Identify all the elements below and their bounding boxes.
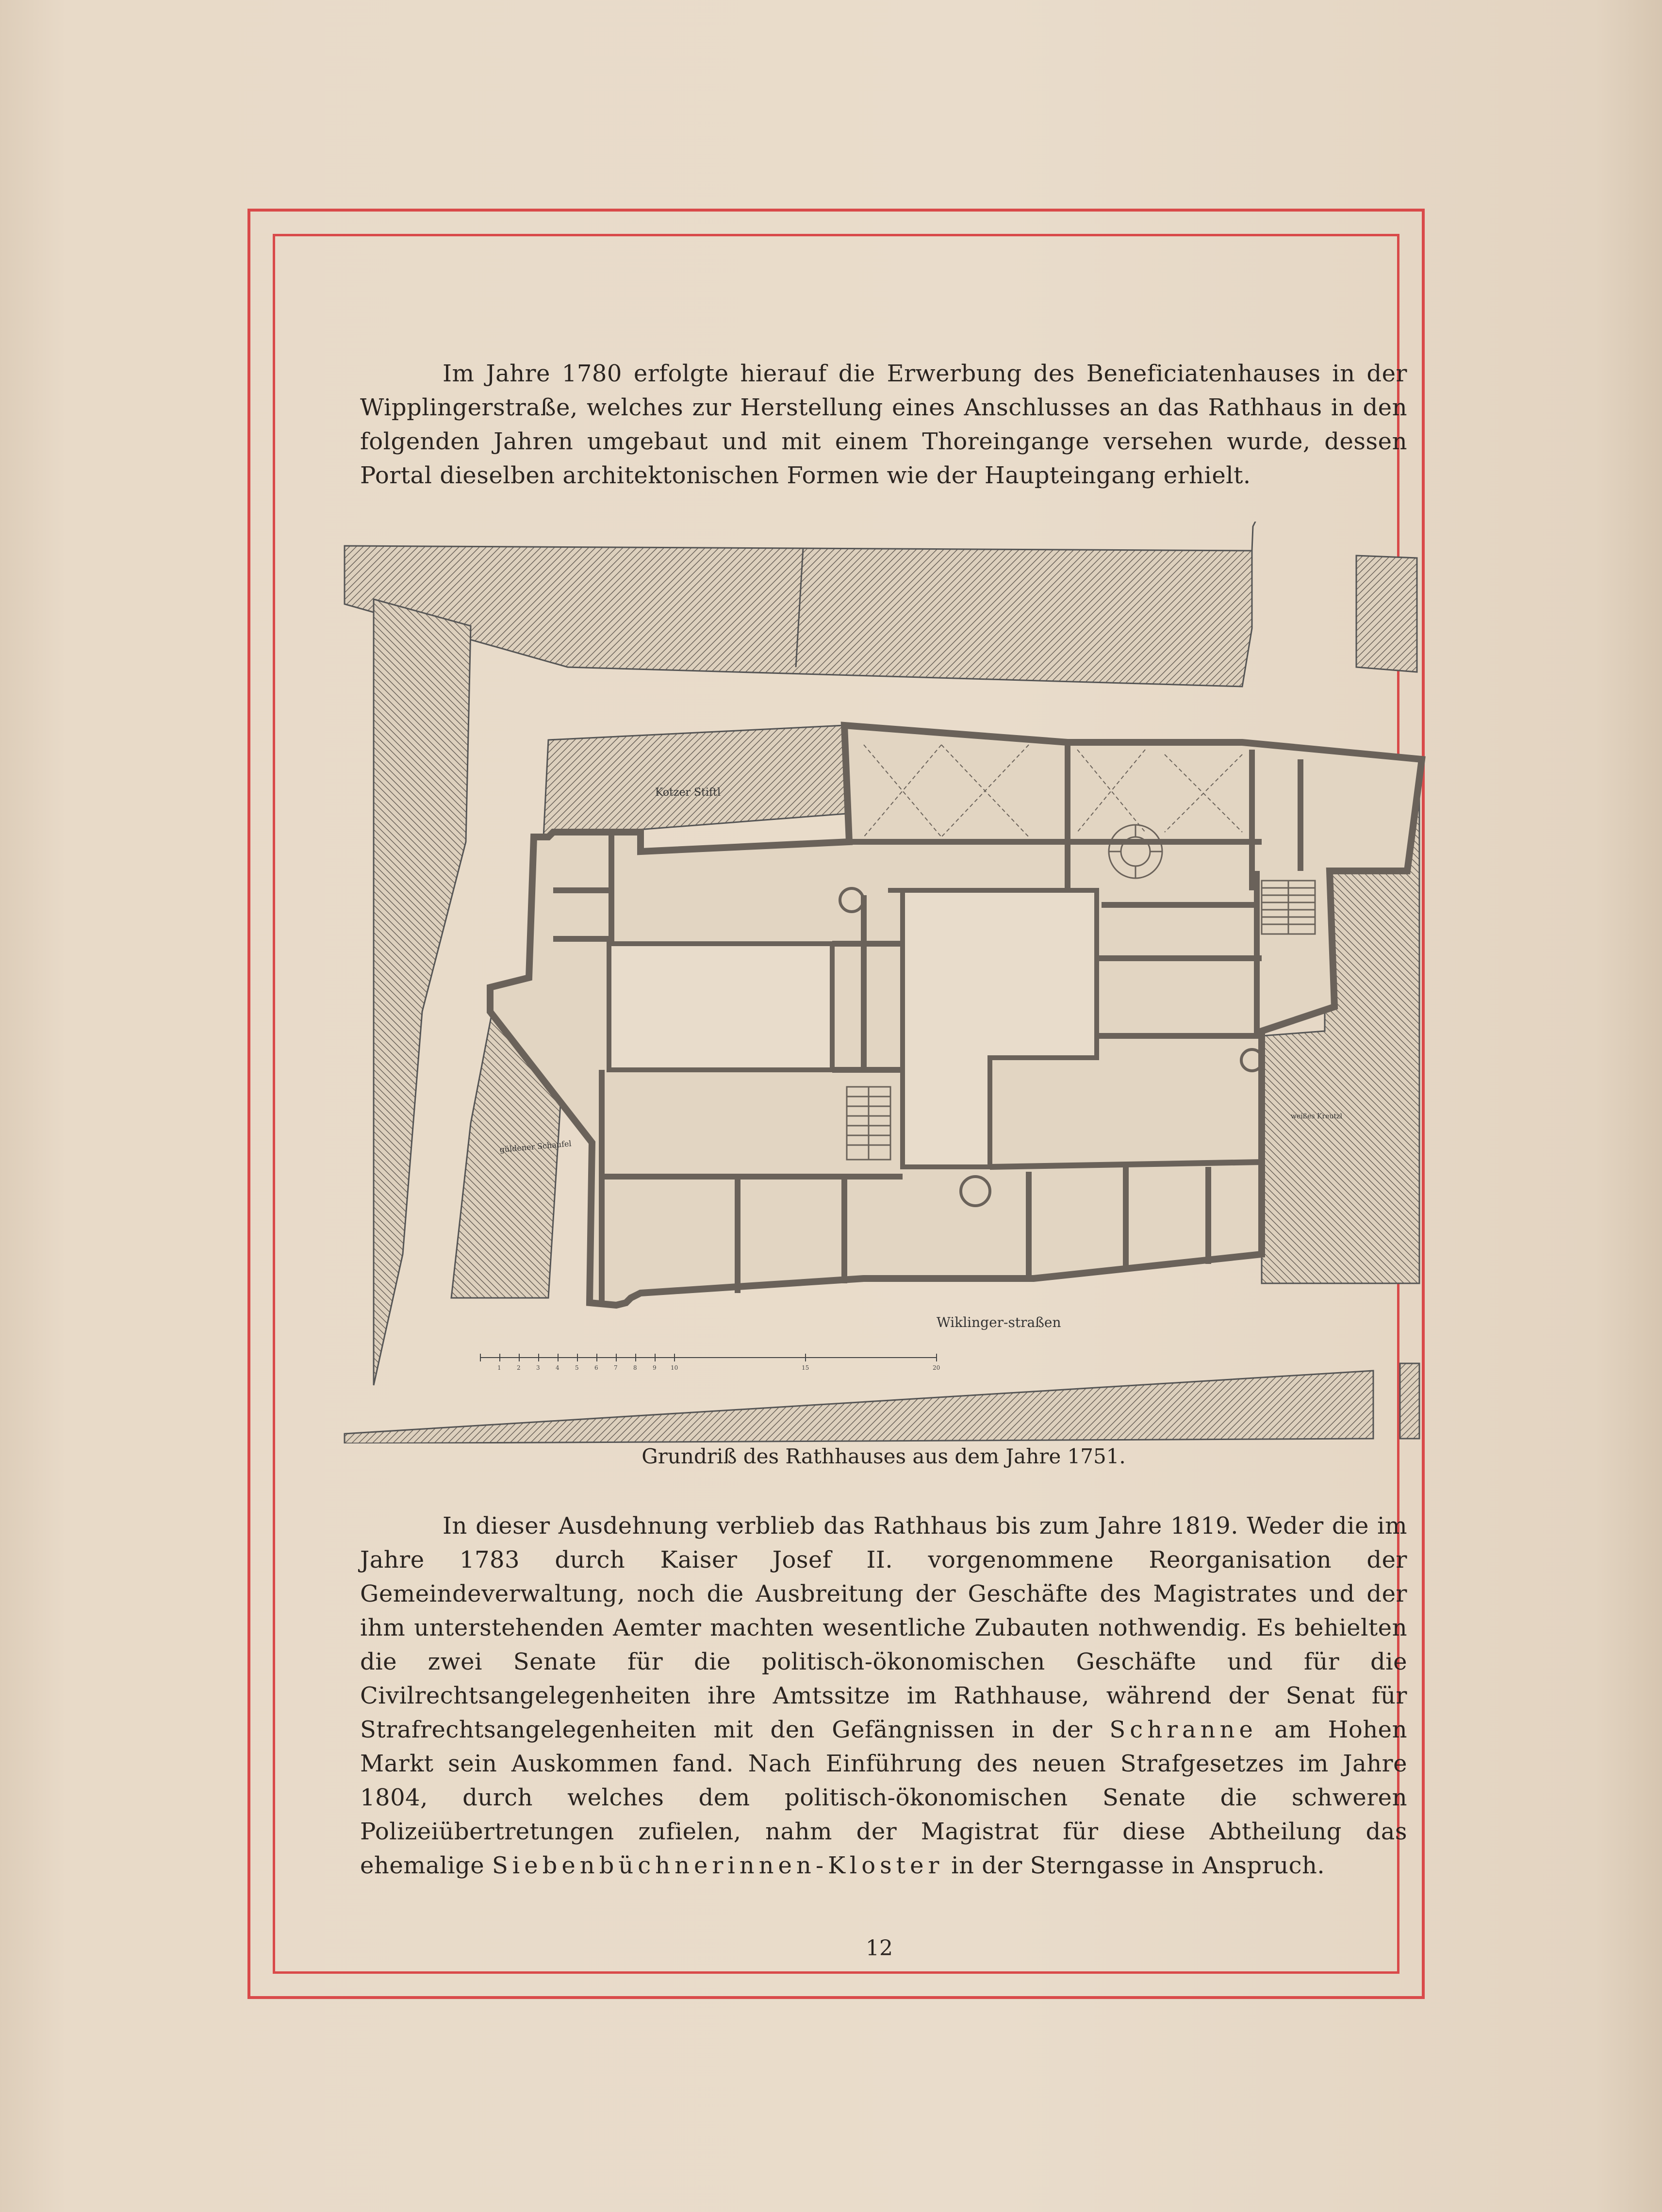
scale-tick-10: 10 (671, 1364, 678, 1371)
scale-tick-15: 15 (802, 1364, 809, 1371)
block-top-right (1356, 556, 1417, 672)
paragraph-2 (360, 1509, 1407, 1883)
scale-tick-labels (497, 1364, 940, 1371)
label-wipplinger-strasse: Wiklinger-straßen (937, 1314, 1061, 1330)
scale-tick-5: 5 (575, 1364, 579, 1371)
paragraph-1: Im Jahre 1780 erfolgte hierauf die Erwerbung des Beneficiatenhauses in der Wipplingerstraße, welches zur Herstellung eines Anschlusses an das Rathhaus in den folgenden Jahren umgebaut und mit einem Thoreingange versehen wurde, dessen Portal dieselben architektonischen Formen wie der Haupteingang erhielt. (360, 360, 1407, 489)
figure-caption: Grundriß des Rathhauses aus dem Jahre 1751. (642, 1444, 1126, 1468)
scale-tick-4: 4 (556, 1364, 559, 1371)
courtyard-left (609, 944, 832, 1070)
paragraph-2-kloster: Siebenbüchnerinnen-Kloster (492, 1852, 944, 1879)
block-bottom (345, 1371, 1373, 1443)
paragraph-2-text-after: in der Sterngasse in Anspruch. (943, 1852, 1325, 1879)
block-kotzer-stiftl (543, 725, 859, 837)
scale-tick-7: 7 (614, 1364, 618, 1371)
page-number: 12 (866, 1936, 893, 1961)
paragraph-2-text-before: In dieser Ausdehnung verblieb das Rathhaus bis zum Jahre 1819. Weder die im Jahre 1783 durch Kaiser Josef II. vorgenommene Reorganisation der Gemeindeverwaltung, noch die Ausbreitung der Geschäfte des Magistrates und der ihm unterstehenden Aemter machten wesentliche Zubauten nothwendig. Es behielten die zwei Senate für die politisch-ökonomischen Geschäfte und für die Civilrechtsangelegenheiten ihre Amtssitze im Rathhause, während der Senat für Strafrechtsangelegenheiten mit den Gefängnissen in der (360, 1512, 1407, 1743)
block-bottom-right (1400, 1363, 1419, 1439)
scale-tick-3: 3 (536, 1364, 540, 1371)
floor-plan (340, 522, 1427, 1443)
scale-tick-8: 8 (633, 1364, 637, 1371)
scale-tick-6: 6 (594, 1364, 598, 1371)
scale-tick-20: 20 (933, 1364, 940, 1371)
paragraph-2-text-mid: am Hohen Markt sein Auskommen fand. Nach Einführung des neuen Strafgesetzes im Jahre 1804, durch welches dem politisch-ökonomischen Senate die schweren Polizeiübertretungen zufielen, nahm der Magistrat für diese Abtheilung das ehemalige (360, 1716, 1408, 1879)
paragraph-2-schranne: Schranne (1109, 1716, 1257, 1743)
label-guldener-schaufel: güldener Schaufel (499, 1139, 572, 1154)
scale-tick-9: 9 (653, 1364, 657, 1371)
scale-bar (480, 1354, 937, 1361)
scale-tick-2: 2 (517, 1364, 521, 1371)
label-kotzer-stiftl: Kotzer Stiftl (655, 786, 721, 799)
scale-tick-1: 1 (497, 1364, 501, 1371)
label-street-right: weißes Kreutzl (1291, 1113, 1342, 1120)
